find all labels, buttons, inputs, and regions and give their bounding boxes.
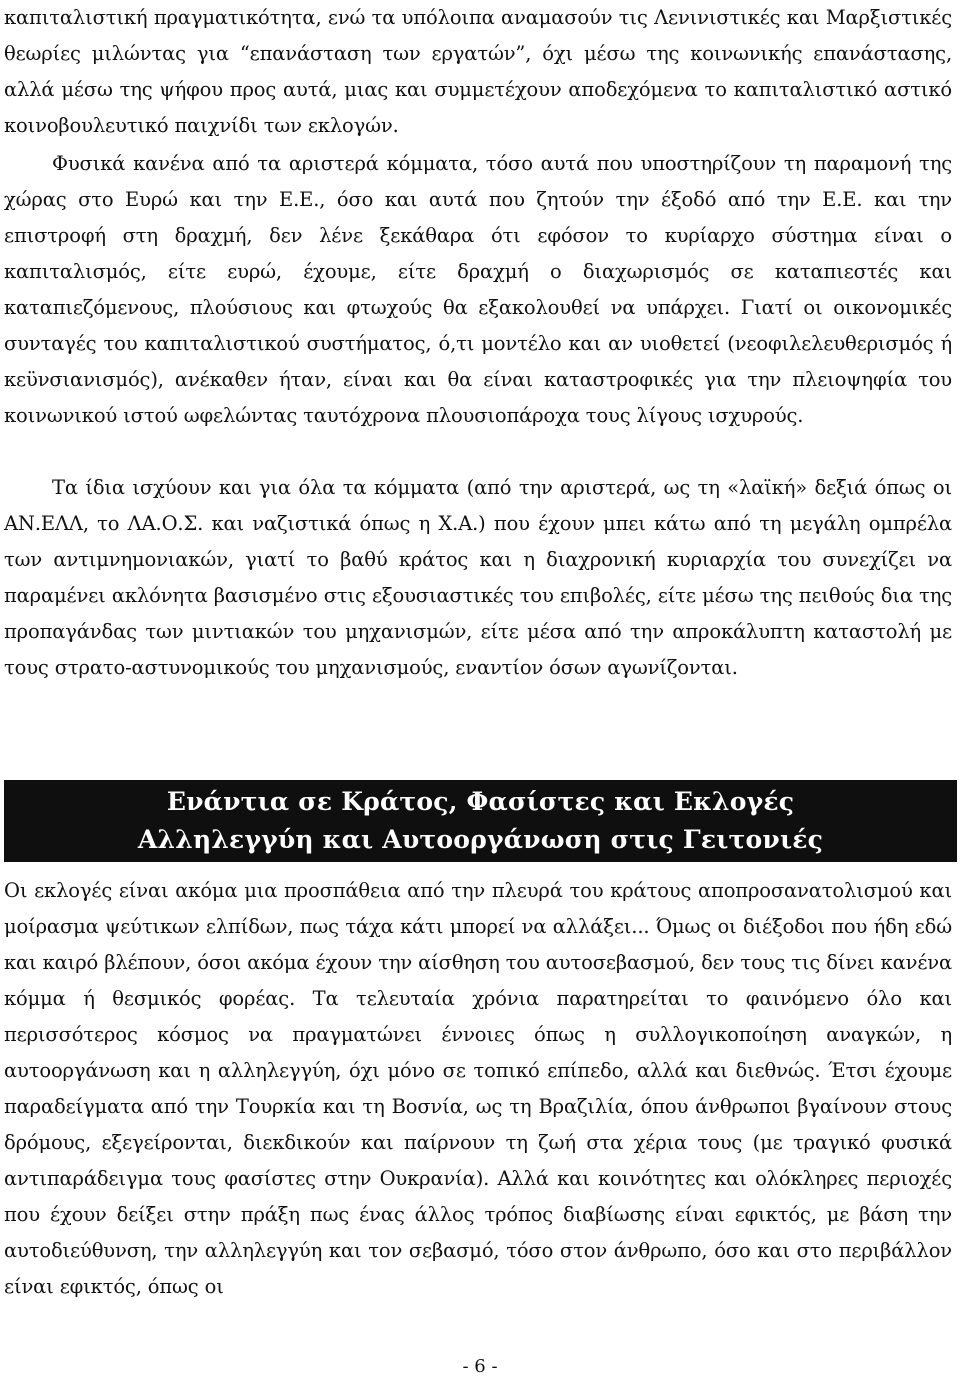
section-heading-line-2: Αλληλεγγύη και Αυτοοργάνωση στις Γειτονιές (137, 825, 824, 854)
body-paragraph-elections: Οι εκλογές είναι ακόμα μια προσπάθεια από την πλευρά του κράτους αποπροσανατολισμού και μοίρασμα ψεύτικων ελπίδων, πως τάχα κάτι μπορεί να αλλάξει... Όμως οι διέξοδοι που ήδη εδώ και καιρό βλέπουν, όσοι ακόμα έχουν την αίσθηση του αυτοσεβασμού, δεν τους τις δίνει κανένα κόμμα ή θεσμικός φορέας. Τα τελευταία χρόνια παρατηρείται το φαινόμενο όλο και περισσότερος κόσμος να πραγματώνει έννοιες όπως η συλλογικοποίηση αναγκών, η αυτοοργάνωση και η αλληλεγγύη, όχι μόνο σε τοπικό επίπεδο, αλλά και διεθνώς. Έτσι έχουμε παραδείγματα από την Τουρκία και τη Βοσνία, ως τη Βραζιλία, όπου άνθρωποι βγαίνουν στους δρόμους, εξεγείρονται, διεκδικούν και παίρνουν τη ζωή στα χέρια τους (με τραγικό φυσικά αντιπαράδειγμα τους φασίστες στην Ουκρανία). Αλλά και κοινότητες και ολόκληρες περιοχές που έχουν δείξει στην πράξη πως ένας άλλος τρόπος διαβίωσης είναι εφικτός, με βάση την αυτοδιεύθυνση, την αλληλεγγύη και τον σεβασμό, τόσο στον άνθρωπο, όσο και στο περιβάλλον είναι εφικτός, όπως οι (4, 879, 952, 1298)
section-heading-line-1: Ενάντια σε Κράτος, Φασίστες και Εκλογές (166, 787, 795, 816)
body-paragraph-left-parties: Φυσικά κανένα από τα αριστερά κόμματα, τόσο αυτά που υποστηρίζουν τη παραμονή της χώρας στο Ευρώ και την Ε.Ε., όσο και αυτά που ζητούν την έξοδό από την Ε.Ε. και την επιστροφή στη δραχμή, δεν λένε ξεκάθαρα ότι εφόσον το κυρίαρχο σύστημα είναι ο καπιταλισμός, είτε ευρώ, έχουμε, είτε δραχμή ο διαχωρισμός σε καταπιεστές και καταπιεζόμενους, πλούσιους και φτωχούς θα εξακολουθεί να υπάρχει. Γιατί οι οικονομικές συνταγές του καπιταλιστικού συστήματος, ό,τι μοντέλο και αν υιοθετεί (νεοφιλελευθερισμός ή κεϋνσιανισμός), ανέκαθεν ήταν, είναι και θα είναι καταστροφικές για την πλειοψηφία του κοινωνικού ιστού ωφελώντας ταυτόχρονα πλουσιοπάροχα τους λίγους ισχυρούς. (4, 152, 952, 427)
section-heading-banner (4, 780, 957, 862)
body-paragraph-anti-memorandum-parties: Τα ίδια ισχύουν και για όλα τα κόμματα (από την αριστερά, ως τη «λαϊκή» δεξιά όπως οι ΑΝ.ΕΛΛ, το ΛΑ.Ο.Σ. και ναζιστικά όπως η Χ.Α.) που έχουν μπει κάτω από τη μεγάλη ομπρέλα των αντιμνημονιακών, γιατί το βαθύ κράτος και η διαχρονική κυριαρχία του συνεχίζει να παραμένει ακλόνητα βασισμένο στις εξουσιαστικές του επιβολές, είτε μέσω της πειθούς δια της προπαγάνδας των μιντιακών του μηχανισμών, είτε μέσα από την απροκάλυπτη καταστολή με τους στρατο-αστυνομικούς του μηχανισμούς, εναντίον όσων αγωνίζονται. (4, 476, 952, 679)
body-paragraph-capitalist-reality: καπιταλιστική πραγματικότητα, ενώ τα υπόλοιπα αναμασούν τις Λενινιστικές και Μαρξιστικές θεωρίες μιλώντας για “επανάσταση των εργατών”, όχι μέσω της κοινωνικής επανάστασης, αλλά μέσω της ψήφου προς αυτά, μιας και συμμετέχουν αποδεχόμενα το καπιταλιστικό αστικό κοινοβουλευτικό παιχνίδι των εκλογών. (4, 6, 952, 137)
page-number: - 6 - (462, 1356, 498, 1377)
